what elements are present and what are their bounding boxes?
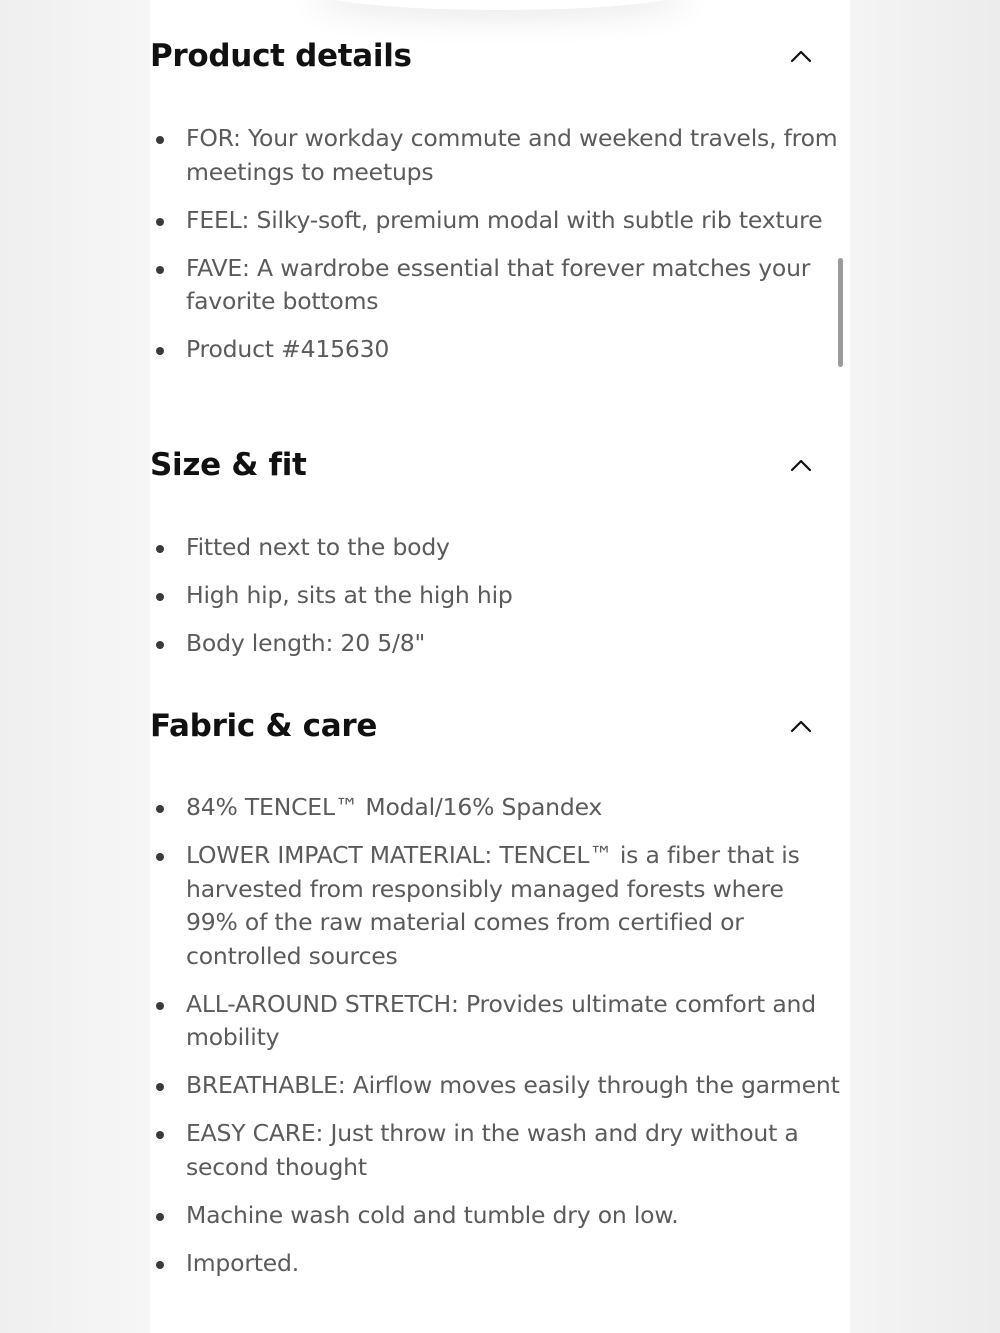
page-backdrop-left xyxy=(0,0,150,1333)
list-item: 84% TENCEL™ Modal/16% Spandex xyxy=(150,791,840,825)
list-item: Body length: 20 5/8" xyxy=(150,627,840,661)
list-item: BREATHABLE: Airflow moves easily through the garment xyxy=(150,1069,840,1103)
product-details-list xyxy=(150,122,840,381)
list-item: Machine wash cold and tumble dry on low. xyxy=(150,1199,840,1233)
list-item: Fitted next to the body xyxy=(150,531,840,565)
section-title: Fabric & care xyxy=(150,708,378,744)
fabric-care-header[interactable] xyxy=(150,701,840,751)
list-item: High hip, sits at the high hip xyxy=(150,579,840,613)
size-fit-list xyxy=(150,531,840,675)
chevron-up-icon[interactable] xyxy=(784,448,818,482)
fabric-care-list xyxy=(150,791,840,1295)
list-item: LOWER IMPACT MATERIAL: TENCEL™ is a fiber that is harvested from responsibly managed forests where 99% of the raw material comes from certified or controlled sources xyxy=(150,839,840,973)
section-title: Product details xyxy=(150,38,412,74)
product-details-header[interactable] xyxy=(150,31,840,81)
list-item: Imported. xyxy=(150,1247,840,1281)
product-info-panel xyxy=(150,0,850,1333)
list-item: ALL-AROUND STRETCH: Provides ultimate comfort and mobility xyxy=(150,988,840,1055)
size-fit-header[interactable] xyxy=(150,440,840,490)
page-backdrop-right xyxy=(850,0,1000,1333)
scrollbar-thumb[interactable] xyxy=(838,258,843,367)
chevron-up-icon[interactable] xyxy=(784,709,818,743)
list-item: Product #415630 xyxy=(150,333,840,367)
list-item: EASY CARE: Just throw in the wash and dry without a second thought xyxy=(150,1117,840,1184)
section-title: Size & fit xyxy=(150,447,307,483)
image-shadow xyxy=(310,0,690,10)
list-item: FAVE: A wardrobe essential that forever matches your favorite bottoms xyxy=(150,252,840,319)
chevron-up-icon[interactable] xyxy=(784,39,818,73)
list-item: FOR: Your workday commute and weekend travels, from meetings to meetups xyxy=(150,122,840,189)
list-item: FEEL: Silky-soft, premium modal with subtle rib texture xyxy=(150,204,840,238)
